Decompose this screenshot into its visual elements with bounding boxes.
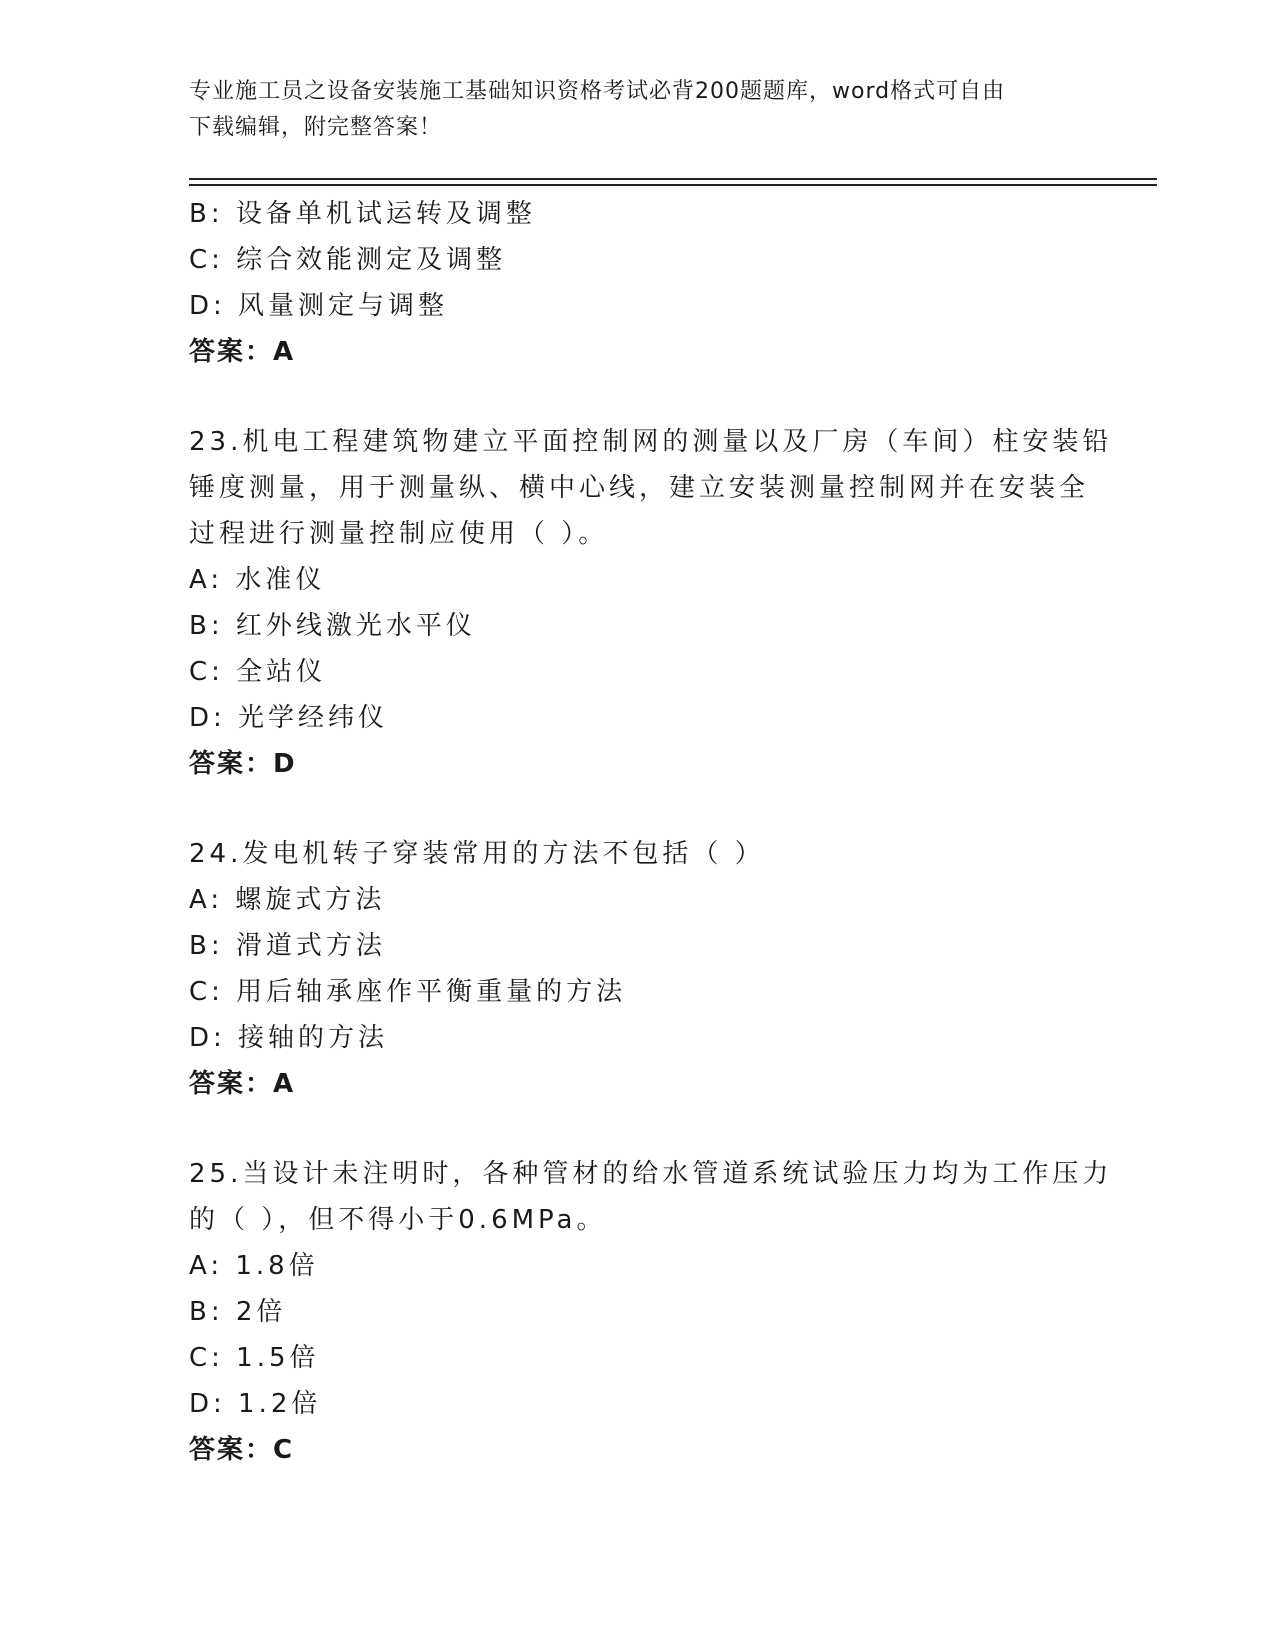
question-stem-line: 的（ ），但不得小于0.6MPa。 [189,1205,607,1235]
document-header [189,74,1089,146]
question-22 [189,191,1089,375]
option-a: A: 水准仪 [189,565,326,595]
question-list [189,191,1113,1473]
spacer [189,1107,1089,1151]
option-d: D: 风量测定与调整 [189,291,449,321]
question-stem-line: 过程进行测量控制应使用（ ）。 [189,519,609,549]
header-title-line-2: 下载编辑，附完整答案！ [189,115,443,140]
option-c: C: 用后轴承座作平衡重量的方法 [189,977,627,1007]
option-d: D: 接轴的方法 [189,1023,389,1053]
question-stem-line: 25.当设计未注明时，各种管材的给水管道系统试验压力均为工作压力 [189,1159,1113,1189]
spacer [189,375,1089,419]
spacer [189,787,1089,831]
question-24 [189,831,1089,1107]
option-d: D: 1.2倍 [189,1389,322,1419]
answer-label: 答案：C [189,1435,295,1465]
header-divider-top [189,178,1157,180]
answer-label: 答案：A [189,337,296,367]
question-25 [189,1151,1113,1473]
answer-label: 答案：A [189,1069,296,1099]
option-d: D: 光学经纬仪 [189,703,389,733]
option-b: B: 滑道式方法 [189,931,386,961]
option-b: B: 设备单机试运转及调整 [189,199,536,229]
option-c: C: 综合效能测定及调整 [189,245,507,275]
answer-label: 答案：D [189,749,297,779]
option-b: B: 2倍 [189,1297,287,1327]
question-23 [189,419,1113,787]
option-b: B: 红外线激光水平仪 [189,611,476,641]
question-stem-line: 23.机电工程建筑物建立平面控制网的测量以及厂房（车间）柱安装铅 [189,427,1113,457]
option-a: A: 1.8倍 [189,1251,319,1281]
question-stem-line: 锤度测量，用于测量纵、横中心线，建立安装测量控制网并在安装全 [189,473,1090,503]
option-a: A: 螺旋式方法 [189,885,386,915]
option-c: C: 全站仪 [189,657,327,687]
header-divider-bottom [189,184,1157,186]
question-stem-line: 24.发电机转子穿装常用的方法不包括（ ） [189,839,765,869]
option-c: C: 1.5倍 [189,1343,320,1373]
header-title-line-1: 专业施工员之设备安装施工基础知识资格考试必背200题题库，word格式可自由 [189,79,1006,104]
